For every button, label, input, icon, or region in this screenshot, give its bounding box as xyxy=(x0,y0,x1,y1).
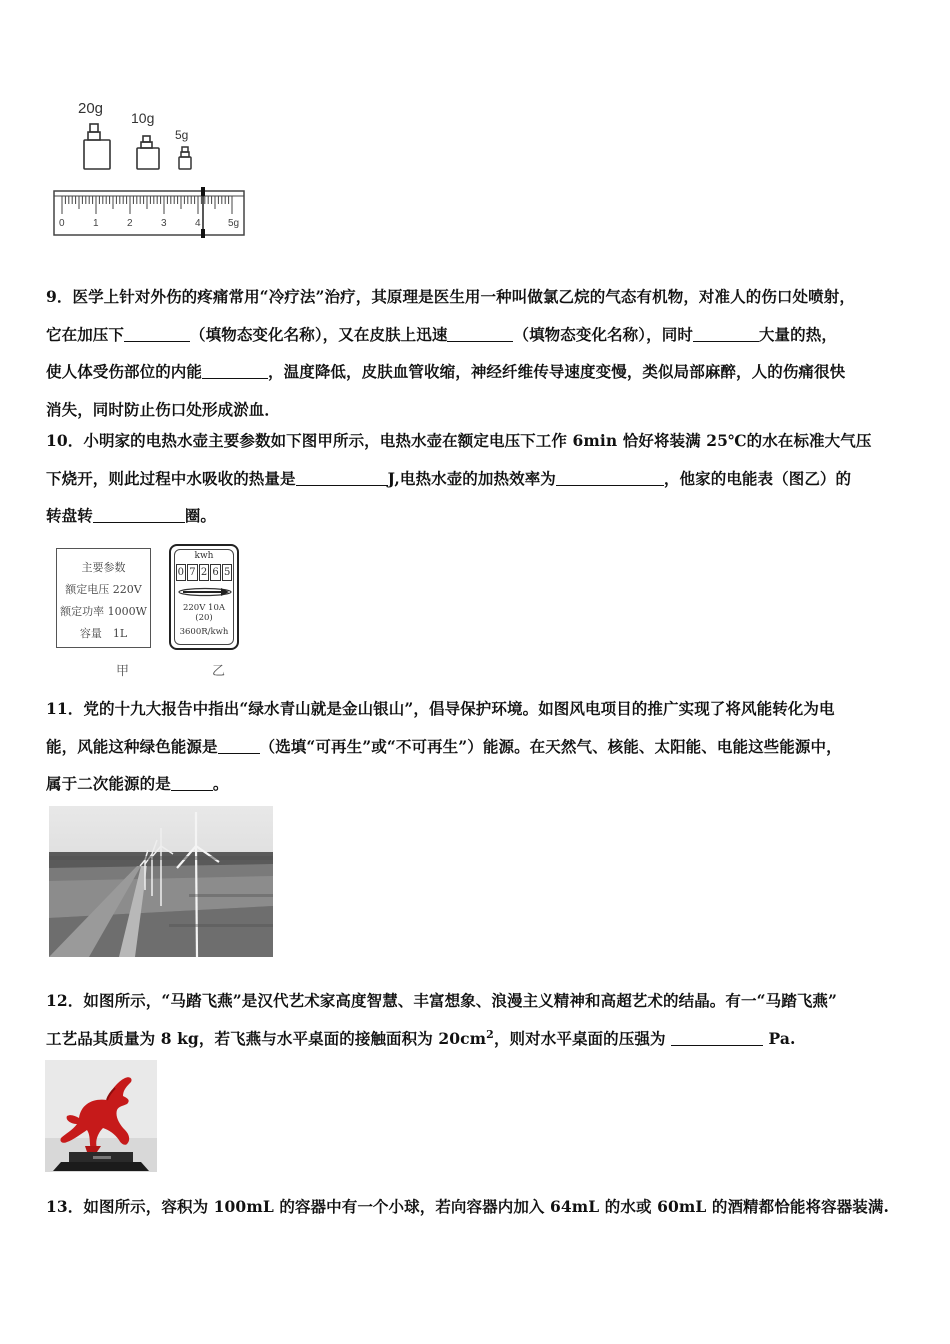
meter-digit: 2 xyxy=(199,564,210,581)
weight-label-5g: 5g xyxy=(175,128,189,142)
ruler-tick-3: 3 xyxy=(161,218,167,229)
electricity-meter xyxy=(169,544,239,650)
question-12 xyxy=(46,982,908,1057)
q9-line-4: 消失，同时防止伤口处形成淤血． xyxy=(46,399,281,419)
q9-blank-2[interactable] xyxy=(447,326,513,342)
q11-text: （选填“可再生”或“不可再生”）能源。在天然气、核能、太阳能、电能这些能源中， xyxy=(259,736,842,756)
q12-blank-1[interactable] xyxy=(671,1030,763,1046)
meter-constant: 3600R/kwh xyxy=(179,627,229,637)
q12-line-2 xyxy=(46,1020,908,1058)
meter-digit: 0 xyxy=(176,564,187,581)
ruler-tick-5g: 5g xyxy=(228,218,240,229)
kettle-parameter-table xyxy=(56,548,151,648)
q9-text: 它在加压下 xyxy=(46,324,125,344)
q11-line-3 xyxy=(46,765,908,803)
meter-digit: 6 xyxy=(210,564,221,581)
meter-face xyxy=(174,549,234,645)
q9-text: （填物态变化名称），同时 xyxy=(513,324,693,344)
meter-digits xyxy=(175,564,233,581)
q9-line-3 xyxy=(46,353,908,391)
q10-blank-2[interactable] xyxy=(556,470,664,486)
q11-blank-1[interactable] xyxy=(218,738,260,754)
meter-unit: kwh xyxy=(194,551,214,561)
q9-text: 使人体受伤部位的内能 xyxy=(46,362,203,381)
q12-line-1: 12．如图所示，“马踏飞燕”是汉代艺术家高度智慧、丰富想象、浪漫主义精神和高超艺术的结晶。有一“马踏飞燕” xyxy=(46,991,838,1010)
ruler-tick-labels xyxy=(50,218,250,232)
horse-sculpture-photo xyxy=(45,1060,157,1172)
q10-blank-3[interactable] xyxy=(93,507,185,523)
ruler-tick-4: 4 xyxy=(195,218,201,229)
q9-text: ，温度降低，皮肤血管收缩，神经纤维传导速度变慢，类似局部麻醉，人的伤痛很快 xyxy=(268,362,846,381)
weight-label-20g: 20g xyxy=(78,100,104,117)
weight-10g-icon xyxy=(137,136,159,169)
q10-text: 转盘转 xyxy=(46,506,93,525)
q12-text: Pa. xyxy=(768,1028,796,1048)
q11-line-1: 11．党的十九大报告中指出“绿水青山就是金山银山”，倡导保护环境。如图风电项目的推广实现了将风能转化为电 xyxy=(46,699,835,718)
meter-digit: 5 xyxy=(222,564,233,581)
q9-text: （填物态变化名称），又在皮肤上迅速 xyxy=(190,324,448,344)
q9-blank-3[interactable] xyxy=(693,326,759,342)
q11-blank-2[interactable] xyxy=(171,775,213,791)
q10-blank-1[interactable] xyxy=(296,470,388,486)
q9-blank-1[interactable] xyxy=(124,326,190,342)
q11-text: 。 xyxy=(212,774,229,793)
q10-text: 下烧开，则此过程中水吸收的热量是 xyxy=(46,468,296,488)
kettle-title: 主要参数 xyxy=(81,561,126,574)
kettle-capacity: 容量 1L xyxy=(79,627,128,640)
meter-digit: 7 xyxy=(187,564,198,581)
wind-farm-photo xyxy=(49,806,273,957)
q9-line-2 xyxy=(46,316,908,354)
caption-yi: 乙 xyxy=(212,664,226,679)
question-11 xyxy=(46,690,908,803)
q9-line-1: 9．医学上针对外伤的疼痛常用“冷疗法”治疗，其原理是医生用一种叫做氯乙烷的气态有机物，对准人的伤口处喷射， xyxy=(46,287,855,306)
weights-figure xyxy=(50,98,250,243)
ruler-tick-2: 2 xyxy=(127,218,133,229)
q10-text: J,电热水壶的加热效率为 xyxy=(387,468,556,488)
meter-arrow-icon xyxy=(175,585,235,599)
weight-20g-icon xyxy=(84,124,110,169)
weight-5g-icon xyxy=(179,147,191,169)
kettle-voltage: 额定电压 220V xyxy=(65,583,142,596)
meter-rating: 220V 10A (20) xyxy=(182,603,226,623)
kettle-power: 额定功率 1000W xyxy=(60,605,147,618)
q10-text: 圈。 xyxy=(184,506,217,525)
q10-line-2 xyxy=(46,460,908,498)
weight-label-10g: 10g xyxy=(131,110,155,126)
q11-text: 属于二次能源的是 xyxy=(46,774,171,793)
question-10 xyxy=(46,422,908,535)
question-9 xyxy=(46,278,908,428)
question-13 xyxy=(46,1188,908,1226)
caption-jia: 甲 xyxy=(116,664,130,679)
ruler-tick-1: 1 xyxy=(93,218,99,229)
q10-text: ，他家的电能表（图乙）的 xyxy=(663,468,852,488)
ruler-tick-0: 0 xyxy=(59,218,65,229)
q13-line-1: 13．如图所示，容积为 100mL 的容器中有一个小球，若向容器内加入 64mL 的水或 60mL 的酒精都恰能将容器装满. xyxy=(46,1197,889,1216)
q9-blank-4[interactable] xyxy=(202,363,268,379)
q10-line-1: 10．小明家的电热水壶主要参数如下图甲所示，电热水壶在额定电压下工作 6min 恰好将装满 25℃的水在标准大气压 xyxy=(46,431,872,450)
q10-line-3 xyxy=(46,497,908,535)
q11-text: 能，风能这种绿色能源是 xyxy=(46,736,218,756)
q12-text: ，则对水平桌面的压强为 xyxy=(493,1028,666,1048)
q12-text: 工艺品其质量为 8 kg，若飞燕与水平桌面的接触面积为 20cm xyxy=(46,1028,487,1048)
q9-text: 大量的热， xyxy=(758,324,837,344)
q12-superscript: 2 xyxy=(486,1027,494,1041)
q11-line-2 xyxy=(46,728,908,766)
